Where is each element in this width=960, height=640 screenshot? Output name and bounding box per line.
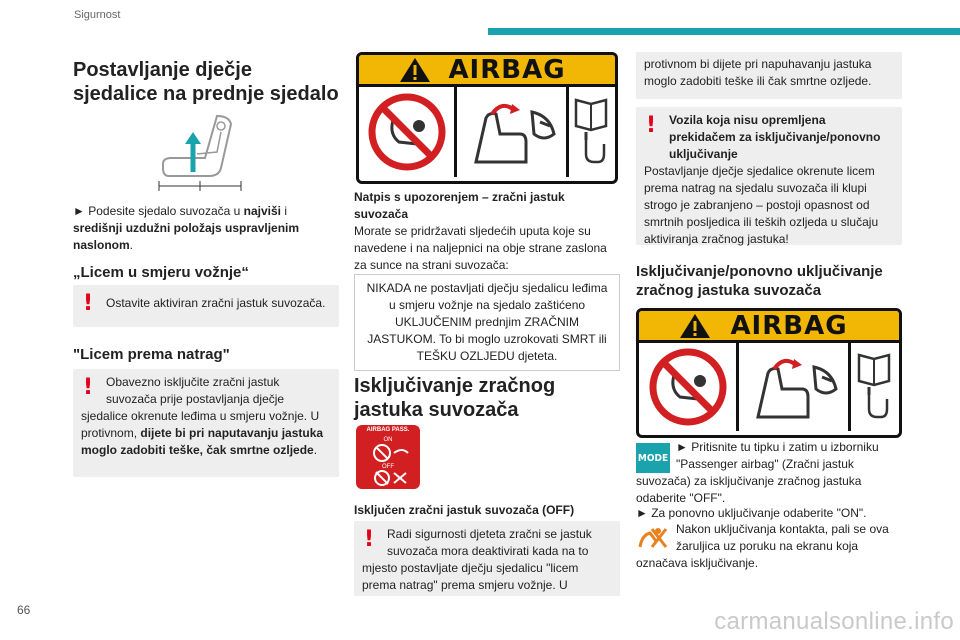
warning-icon: ! bbox=[83, 375, 94, 400]
prohibition-panel bbox=[359, 87, 457, 177]
warning-boxed-text: NIKADA ne postavljati dječju sjedalicu leđima u smjeru vožnje na sjedalo zaštićeno UKLJUČENIM prednjim ZRAČNIM JASTUKOM. To bi moglo uzrokovati SMRT ili TEŠKU OZLJEDU djeteta. bbox=[354, 274, 620, 371]
warning-triangle-icon bbox=[679, 313, 711, 339]
rear-warning-text-rest bbox=[81, 409, 323, 457]
step3-block bbox=[636, 521, 902, 581]
airbag-warning-label-2 bbox=[636, 308, 902, 438]
header-accent-bar bbox=[488, 28, 960, 35]
pass-label: AIRBAG PASS. bbox=[366, 427, 410, 433]
switch-heading: Isključivanje/ponovno uključivanje zračnog jastuka suvozača bbox=[636, 263, 883, 299]
rear-heading: "Licem prema natrag" bbox=[73, 346, 230, 363]
watermark: carmanualsonline.info bbox=[714, 608, 954, 635]
rear-warning bbox=[73, 369, 339, 477]
adjust-instruction bbox=[73, 203, 313, 254]
deactivate-title: Isključivanje zračnog jastuka suvozača bbox=[354, 375, 556, 421]
section-title: Postavljanje dječje sjedalice na prednje sjedalo bbox=[73, 59, 339, 105]
label-caption-title: Natpis s upozorenjem – zračni jastuk suvozača bbox=[354, 190, 565, 221]
rear-warning-text-2: sjedalice okrenute leđima u smjeru vožnje. U protivnom, bbox=[81, 409, 320, 440]
rear-warning-text-4: . bbox=[313, 443, 318, 457]
airbag-deploy-icon bbox=[744, 347, 844, 427]
adjust-text-4: središnji uzdužni položajs uspravljenim naslonom bbox=[73, 221, 300, 252]
warning-icon: ! bbox=[364, 527, 375, 552]
warning-triangle-icon bbox=[399, 57, 431, 83]
prohibition-panel bbox=[639, 343, 739, 431]
pass-off: OFF bbox=[382, 464, 394, 470]
forward-heading: „Licem u smjeru vožnje“ bbox=[73, 264, 249, 281]
label-word: AIRBAG bbox=[448, 54, 566, 85]
no-rear-child-seat-icon bbox=[367, 92, 447, 172]
read-manual-icon bbox=[855, 347, 895, 427]
airbag-panel bbox=[739, 343, 851, 431]
passenger-airbag-off-icon bbox=[364, 469, 412, 487]
no-switch-warning bbox=[636, 107, 902, 245]
off-warning-text-1: Radi sigurnosti djeteta zračni se jastuk suvozača mora deaktivirati kada na to bbox=[387, 527, 592, 558]
seat-adjust-icon bbox=[155, 112, 255, 196]
off-caption: Isključen zračni jastuk suvozača (OFF) bbox=[354, 503, 575, 517]
airbag-panel bbox=[457, 87, 569, 177]
airbag-pass-indicator bbox=[356, 425, 420, 489]
label-caption-body: Morate se pridržavati sljedećih uputa koje su navedene i na naljepnici na obje strane zaslona za sunce na strani suvozača: bbox=[354, 224, 607, 272]
airbag-off-warning-lamp-icon bbox=[636, 525, 670, 551]
step3-text-a: Nakon uključivanja kontakta, pali se ova žaruljica uz poruku na ekranu koja bbox=[676, 522, 889, 553]
forward-warning-text: Ostavite aktiviran zračni jastuk suvozača. bbox=[106, 296, 326, 310]
manual-panel bbox=[851, 343, 899, 431]
adjust-text-3: i bbox=[281, 204, 288, 218]
label-header bbox=[359, 55, 615, 87]
page-number: 66 bbox=[17, 603, 31, 617]
pass-on: ON bbox=[383, 437, 393, 443]
rear-warning-text-3: dijete bi pri naputavanju jastuka moglo zadobiti teške, čak smrtne ozljede bbox=[81, 426, 324, 457]
label-word: AIRBAG bbox=[730, 310, 848, 341]
label-panels bbox=[639, 343, 899, 431]
section-label: Sigurnost bbox=[74, 9, 121, 21]
off-warning-text-2: mjesto postavljate dječju sjedalicu "licem prema natrag" prema smjeru vožnje. U bbox=[362, 561, 579, 592]
off-warning bbox=[354, 521, 620, 596]
airbag-warning-label bbox=[356, 52, 618, 184]
no-switch-warning-text: Postavljanje dječje sjedalice okrenute licem prema natrag na sjedalu suvozača ili klupi strogo je zabranjeno – postoji opasnost od smrtnih posljedica ili teških ozljeda u slučaju aktiviranja zračnog jastuka! bbox=[644, 164, 879, 246]
manual-panel bbox=[569, 87, 615, 177]
airbag-deploy-icon bbox=[462, 92, 562, 172]
read-manual-icon bbox=[572, 92, 612, 172]
continued-warning: protivnom bi dijete pri napuhavanju jastuka moglo zadobiti teške ili čak smrtne ozljede. bbox=[636, 52, 902, 99]
mode-button[interactable]: MODE bbox=[636, 443, 670, 473]
no-rear-child-seat-icon bbox=[648, 347, 728, 427]
adjust-text-1: ► Podesite sjedalo suvozača u bbox=[73, 204, 244, 218]
warning-icon: ! bbox=[83, 291, 94, 316]
passenger-airbag-on-icon bbox=[364, 443, 412, 463]
step1-text-a: ► Pritisnite tu tipku i zatim u izborniku "Passenger airbag" (Zračni jastuk bbox=[676, 440, 879, 471]
warning-icon: ! bbox=[646, 113, 657, 138]
adjust-text-2: najviši bbox=[243, 204, 282, 218]
label-panels bbox=[359, 87, 615, 177]
step3-text-b: označava isključivanje. bbox=[636, 556, 759, 570]
seat-adjust-illustration bbox=[155, 112, 255, 196]
label-header bbox=[639, 311, 899, 343]
rear-warning-text-1: Obavezno isključite zračni jastuk suvozača prije postavljanja dječje bbox=[106, 375, 285, 406]
no-switch-warning-title: Vozila koja nisu opremljena prekidačem za isključivanje/ponovno uključivanje bbox=[669, 113, 881, 161]
forward-warning bbox=[73, 285, 339, 327]
step2-text: ► Za ponovno uključivanje odaberite "ON". bbox=[636, 506, 867, 520]
step1-text-b: suvozača) za isključivanje zračnog jastuka odaberite "OFF". bbox=[636, 474, 862, 505]
adjust-text-5: . bbox=[129, 238, 134, 252]
